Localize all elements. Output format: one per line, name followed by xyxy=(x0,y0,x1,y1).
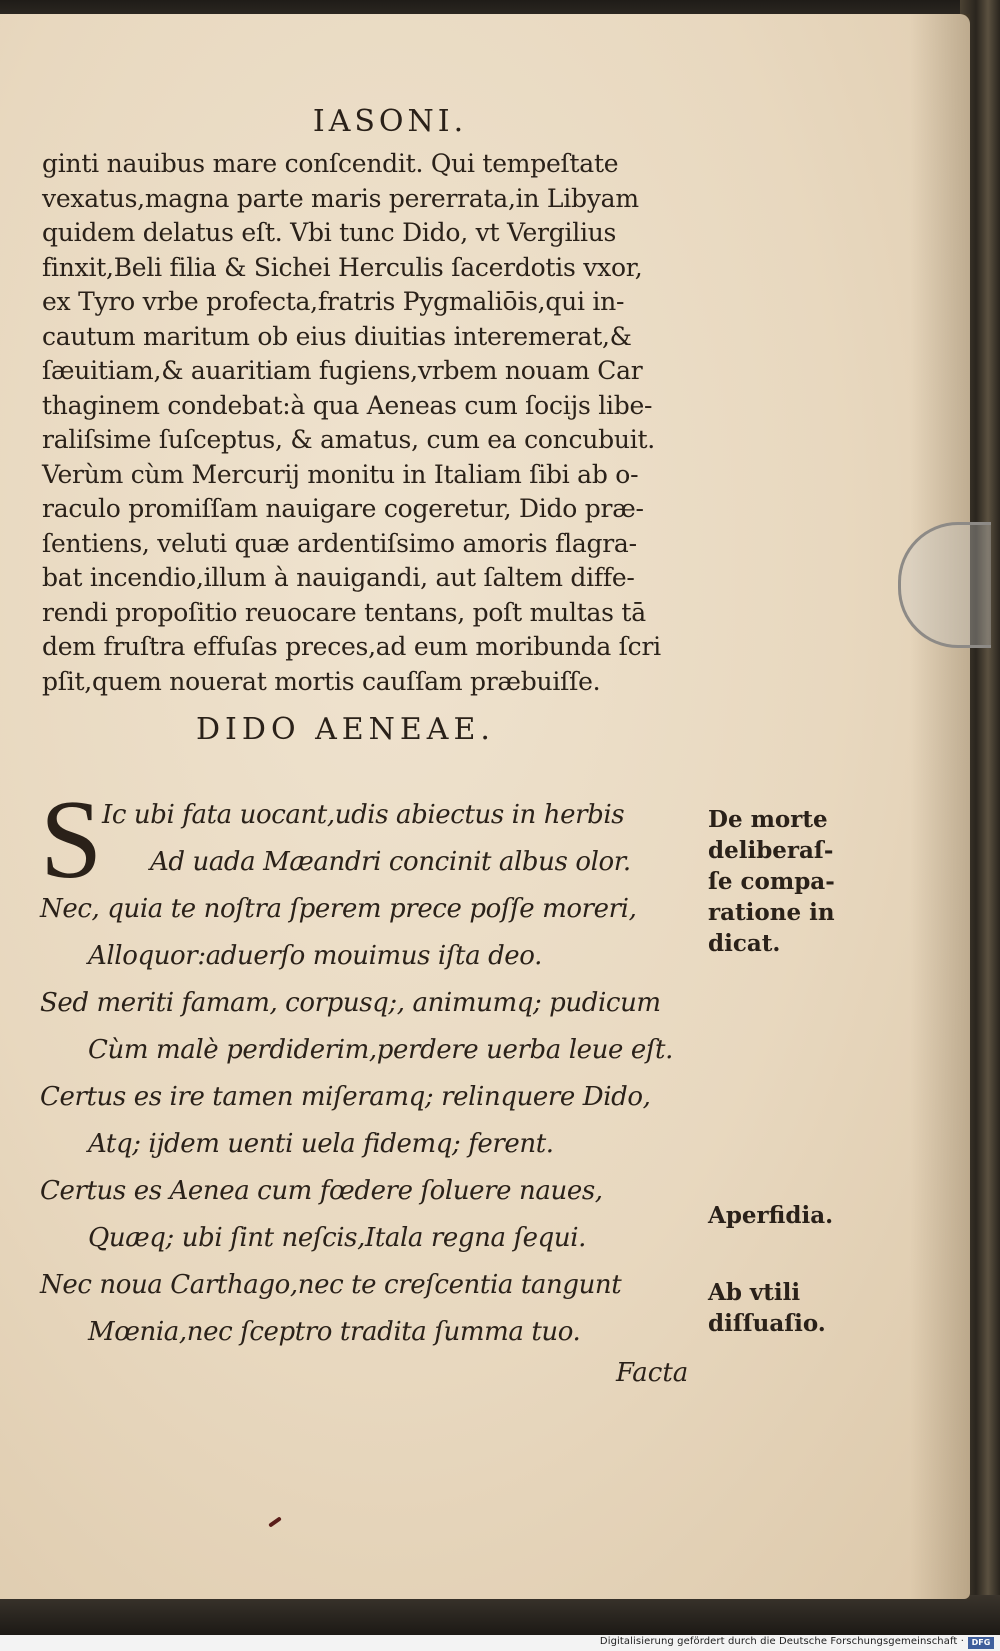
prose-line: ſæuitiam,& auaritiam fugiens,vrbem nouam Car xyxy=(42,356,643,385)
verse-line: Mœnia,nec ſceptro tradita ſumma tuo. xyxy=(88,1317,581,1347)
prose-line: finxit,Beli filia & Sichei Herculis ſacerdotis vxor, xyxy=(42,252,643,282)
margin-note xyxy=(708,1277,826,1339)
verse-block xyxy=(40,778,690,1356)
verse-line: Certus es ire tamen miſeramq; relinquere Dido, xyxy=(40,1082,651,1112)
verse-line: Ad uada Mæandri concinit albus olor. xyxy=(150,847,631,877)
margin-note-line: deliberaſ- xyxy=(708,837,834,864)
margin-note-line: diſſuaſio. xyxy=(708,1310,826,1337)
prose-line: ſentiens, veluti quæ ardentiſsimo amoris flagra- xyxy=(42,528,637,558)
margin-note xyxy=(708,1200,833,1231)
prose-line: bat incendio,illum à nauigandi, aut ſaltem diffe- xyxy=(42,563,635,592)
catchword: Facta xyxy=(616,1358,689,1388)
prose-line: Verùm cùm Mercurij monitu in Italiam ſibi ab o- xyxy=(42,459,639,489)
margin-note-line: ratione in xyxy=(708,899,835,926)
poem-title: DIDO AENEAE. xyxy=(196,712,495,747)
verse-line: Quæq; ubi ſint neſcis,Itala regna ſequi. xyxy=(88,1223,587,1253)
verse-line: Sed meriti famam, corpusq;, animumq; pudicum xyxy=(40,988,661,1018)
drop-cap: S xyxy=(40,778,103,902)
prose-line: rendi propoſitio reuocare tentans, poſt multas tā xyxy=(42,597,646,627)
prose-line: quidem delatus eſt. Vbi tunc Dido, vt Vergilius xyxy=(42,218,617,247)
prose-block xyxy=(42,147,722,699)
margin-note xyxy=(708,804,835,959)
verse-line: Ic ubi fata uocant,udis abiectus in herbis xyxy=(102,800,625,830)
prose-line: raliſsime ſuſceptus, & amatus, cum ea concubuit. xyxy=(42,425,655,454)
prose-line: cautum maritum ob eius diuitias interemerat,& xyxy=(42,321,632,351)
margin-note-line: Ab vtili xyxy=(708,1279,801,1306)
verse-line: Cùm malè perdiderim,perdere uerba leue eſt. xyxy=(88,1035,673,1065)
prose-line: pſit,quem nouerat mortis cauſſam præbuiſſe. xyxy=(42,666,601,696)
verse-line: Alloquor:aduerſo mouimus iſta deo. xyxy=(88,941,542,971)
book-bottom-edge xyxy=(0,1595,1000,1635)
page-curl-shadow xyxy=(910,14,970,1599)
prose-line: thaginem condebat:à qua Aeneas cum ſocijs libe- xyxy=(42,390,653,420)
verse-line: Nec, quia te noſtra ſperem prece poſſe moreri, xyxy=(40,894,637,924)
prose-line: ginti nauibus mare conſcendit. Qui tempeſtate xyxy=(42,149,619,178)
prose-line: vexatus,magna parte maris pererrata,in Libyam xyxy=(42,183,639,213)
margin-note-line: ſe compa- xyxy=(708,868,835,895)
prose-line: dem fruſtra effuſas preces,ad eum moribunda ſcri xyxy=(42,632,661,661)
prose-line: raculo promiſſam nauigare cogeretur, Dido præ- xyxy=(42,494,644,523)
running-head: IASONI. xyxy=(312,104,468,139)
verse-line: Nec noua Carthago,nec te creſcentia tangunt xyxy=(40,1270,622,1300)
margin-note-line: Aperfidia. xyxy=(708,1202,834,1229)
margin-note-line: De morte xyxy=(708,806,828,833)
verse-line: Atq; ijdem uenti uela fidemq; ferent. xyxy=(88,1129,554,1159)
margin-note-line: dicat. xyxy=(708,930,781,957)
dfg-logo: DFG xyxy=(968,1637,994,1649)
verse-opening xyxy=(40,792,690,886)
footer-credit: Digitalisierung gefördert durch die Deutsche Forschungsgemeinschaft · xyxy=(599,1636,964,1647)
prose-line: ex Tyro vrbe profecta,fratris Pygmaliōis,qui in- xyxy=(42,287,625,316)
verse-line: Certus es Aenea cum fœdere ſoluere naues, xyxy=(40,1176,603,1206)
